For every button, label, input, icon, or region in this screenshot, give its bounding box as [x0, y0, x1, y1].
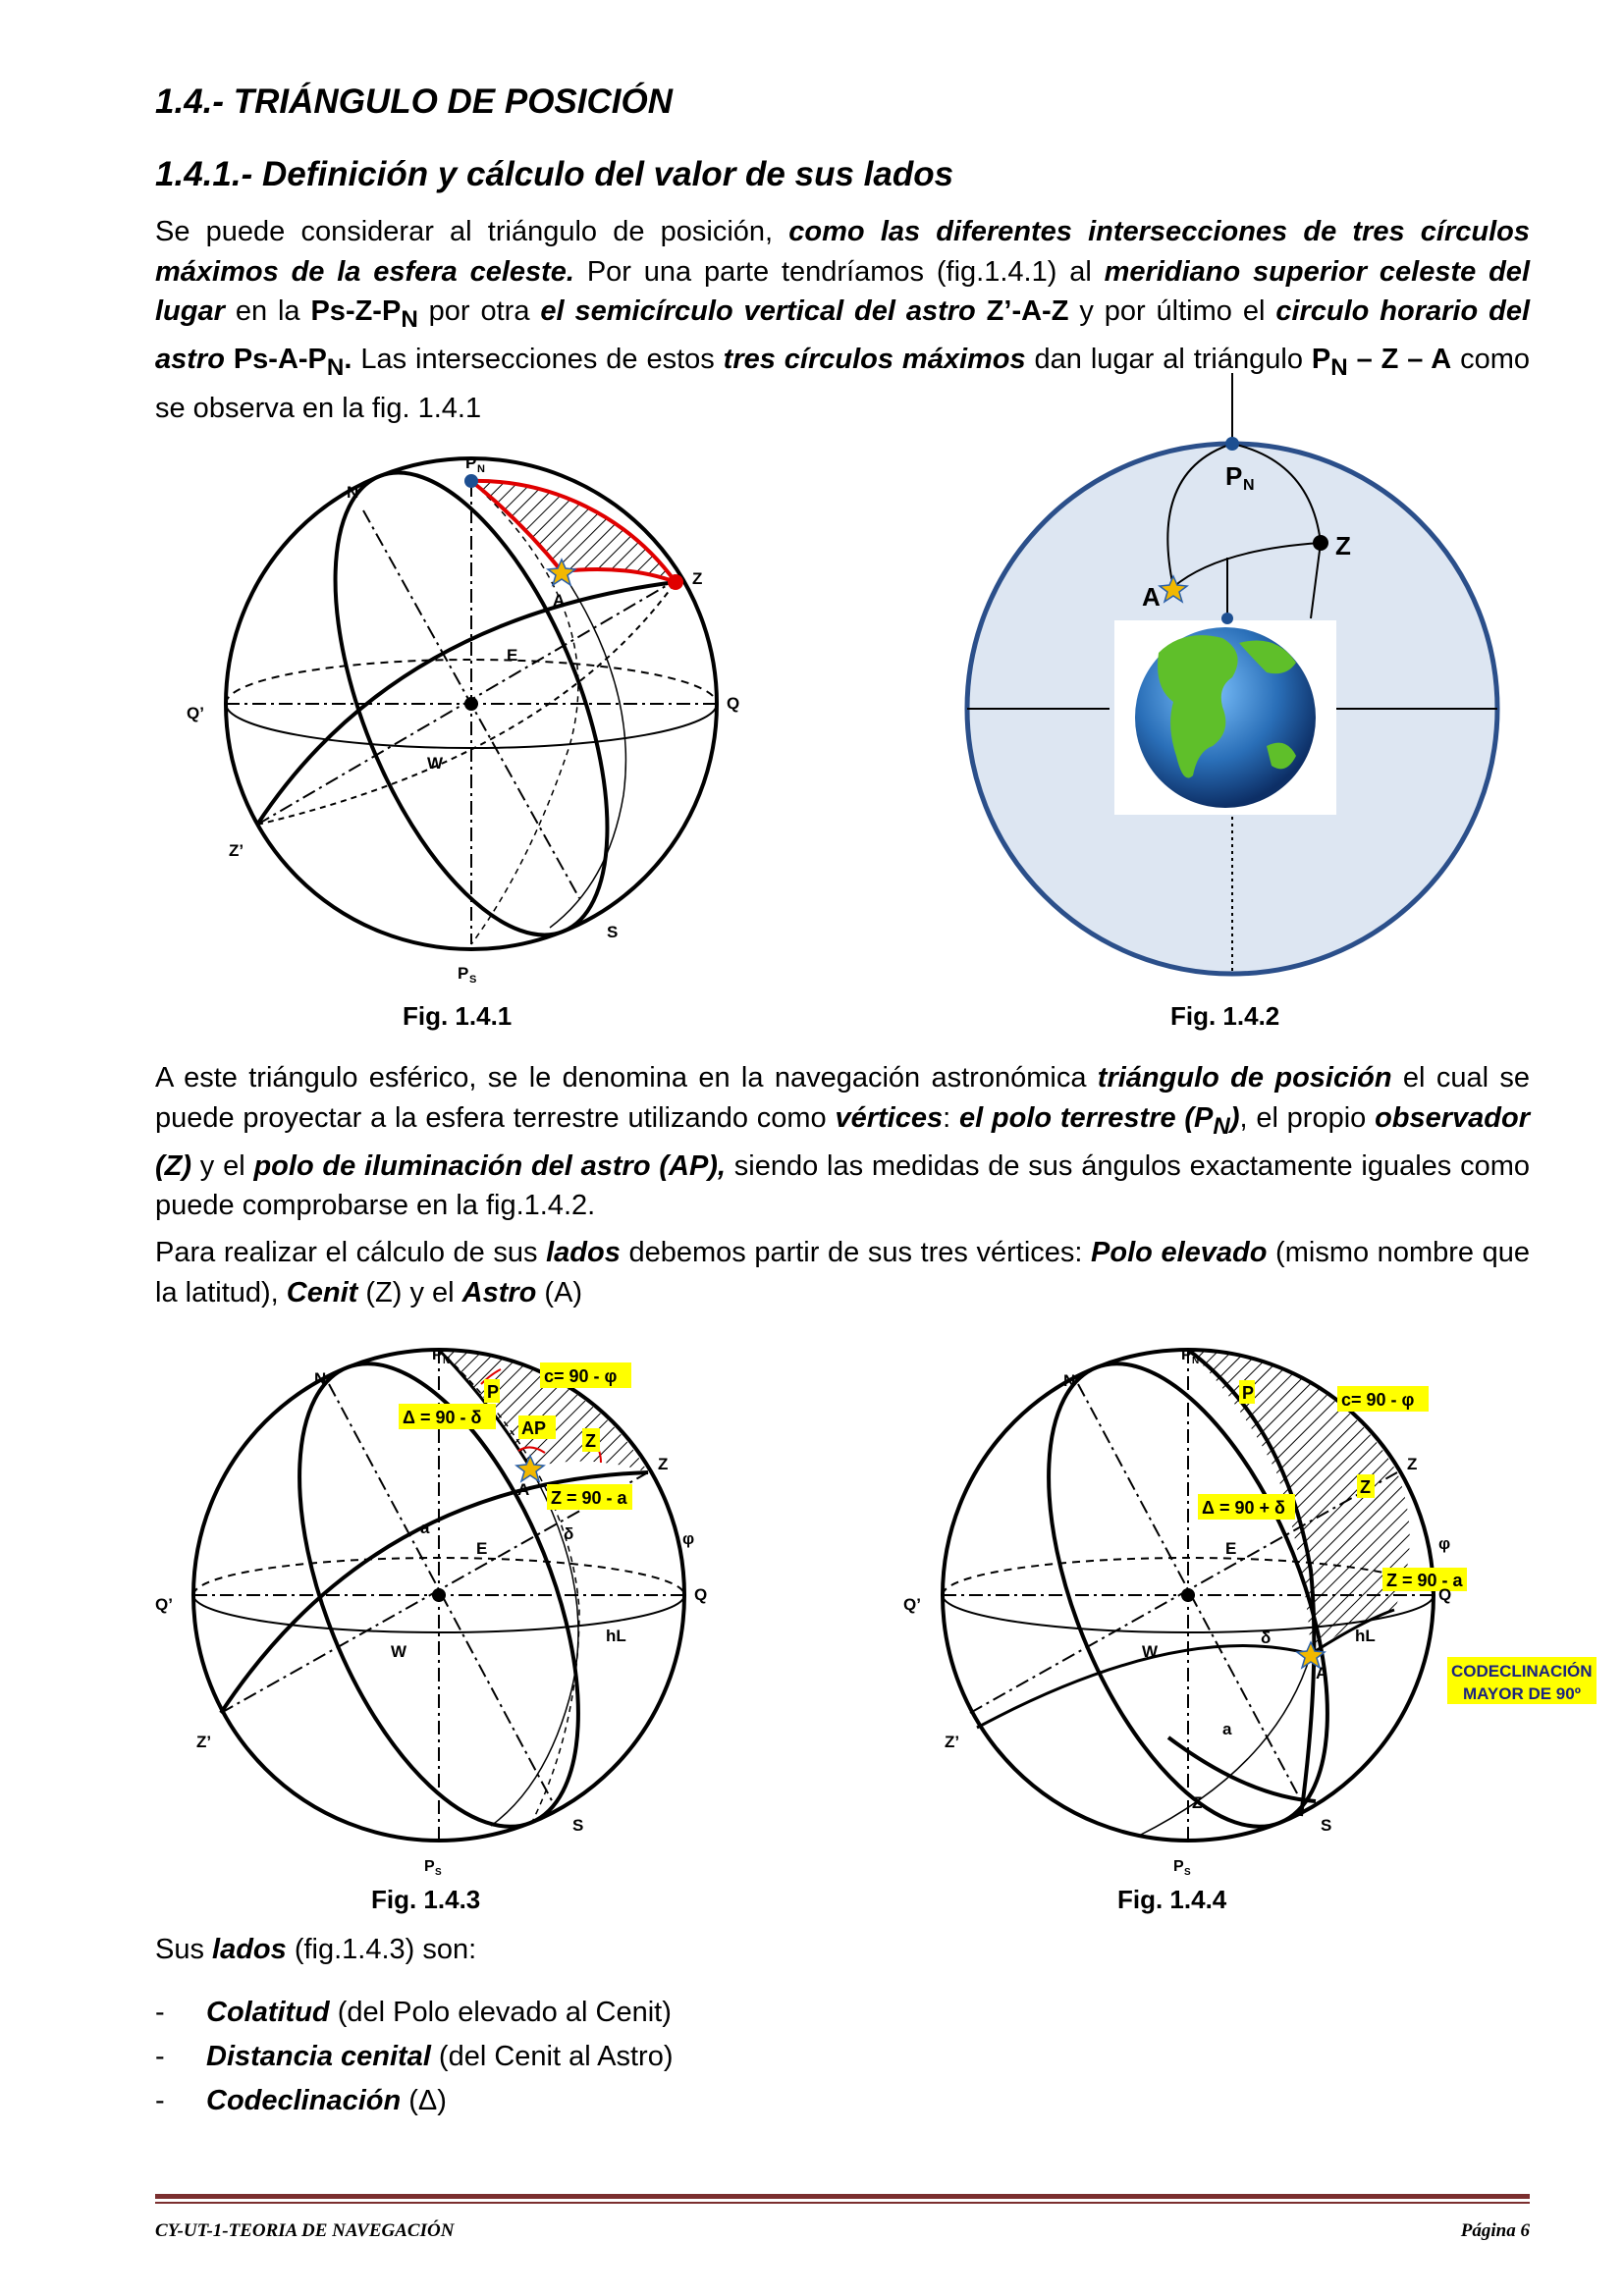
label-a: A [517, 1480, 530, 1499]
label-s: S [1321, 1816, 1332, 1835]
label-angle-p: P [1242, 1383, 1255, 1403]
subsection-heading: 1.4.1.- Definición y cálculo del valor de sus lados [155, 155, 954, 193]
svg-text:S: S [435, 1867, 442, 1878]
label-latitude: φ [682, 1529, 695, 1548]
label-declination: δ [564, 1524, 574, 1543]
label-e: E [1225, 1539, 1237, 1558]
label-altitude: a [420, 1519, 430, 1537]
label-pn: P [465, 454, 477, 472]
list-item: - Distancia cenital (del Cenit al Astro) [155, 2041, 674, 2072]
caption-fig-1-4-4: Fig. 1.4.4 [1117, 1885, 1227, 1914]
svg-text:N: N [1192, 1356, 1200, 1366]
label-codeclination: Δ = 90 - δ [403, 1408, 482, 1427]
label-q-prime: Q’ [903, 1595, 921, 1614]
label-q: Q [727, 694, 740, 713]
caption-fig-1-4-1: Fig. 1.4.1 [403, 1001, 513, 1031]
label-colatitude: c= 90 - φ [1341, 1390, 1415, 1410]
label-altitude: a [1222, 1720, 1232, 1738]
footer-rule [155, 2194, 1530, 2199]
paragraph-2: A este triángulo esférico, se le denomina en la navegación astronómica triángulo de posición el cual se puede proyectar a la esfera terrestre utilizando como vértices: el polo terrestre $(P_N)$, el propio observador (Z) y el polo de iluminación del astro (AP), siendo las medidas de sus ángulos exactamente iguales como puede comprobarse en la fig.1.4.2. [155, 1062, 1531, 1222]
label-codeclination: Δ = 90 + δ [1202, 1498, 1285, 1518]
footer-rule-thin [155, 2202, 1530, 2204]
svg-text:N: N [477, 463, 485, 475]
svg-text:N: N [443, 1356, 451, 1366]
svg-text:S: S [1184, 1867, 1191, 1878]
label-z: Z [692, 569, 703, 588]
label-q: Q [1438, 1585, 1452, 1604]
label-colatitude: c= 90 - φ [544, 1366, 618, 1386]
label-z-lower: Z [1192, 1793, 1203, 1812]
label-z-prime: Z’ [945, 1733, 960, 1751]
svg-text:S: S [469, 974, 477, 986]
label-ps: P [1173, 1858, 1184, 1875]
label-e: E [507, 646, 518, 665]
label-a: A [1142, 582, 1161, 612]
label-w: W [427, 754, 444, 773]
label-pn: P [1181, 1347, 1192, 1363]
label-s: S [607, 923, 619, 941]
label-pn: P [1225, 461, 1243, 491]
label-ps: P [458, 964, 469, 983]
label-s: S [572, 1816, 584, 1835]
label-angle-z: Z [585, 1431, 596, 1451]
label-z: Z [1335, 531, 1351, 561]
label-z: Z [1407, 1455, 1418, 1473]
svg-text:N: N [1243, 477, 1255, 494]
label-declination: δ [1261, 1629, 1272, 1647]
label-zenith-distance: Z = 90 - a [551, 1488, 627, 1508]
label-q-prime: Q’ [155, 1595, 173, 1614]
label-ap: AP [521, 1418, 547, 1438]
list-item: - Codeclinación (Δ) [155, 2085, 447, 2116]
label-hour-angle: hL [606, 1627, 626, 1645]
label-hour-angle: hL [1355, 1627, 1376, 1645]
label-n: N [314, 1369, 327, 1388]
label-n: N [1063, 1371, 1076, 1390]
label-pn: P [432, 1347, 443, 1363]
label-w: W [1142, 1642, 1159, 1661]
paragraph-4: Sus lados (fig.1.4.3) son: [155, 1934, 477, 1965]
caption-fig-1-4-3: Fig. 1.4.3 [371, 1885, 481, 1914]
label-q-prime: Q’ [187, 704, 204, 722]
label-ps: P [424, 1858, 435, 1875]
label-a: A [553, 591, 566, 610]
label-z-prime: Z’ [229, 841, 244, 860]
label-q: Q [694, 1585, 708, 1604]
label-z-prime: Z’ [196, 1733, 212, 1751]
label-zenith-distance: Z = 90 - a [1386, 1571, 1463, 1590]
label-latitude: φ [1438, 1534, 1451, 1553]
label-a: A [1316, 1664, 1328, 1682]
label-angle-p: P [487, 1382, 500, 1402]
page-number: Página 6 [1460, 2220, 1530, 2241]
list-item: - Colatitud (del Polo elevado al Cenit) [155, 1997, 672, 2028]
section-heading: 1.4.- TRIÁNGULO DE POSICIÓN [155, 82, 673, 121]
label-n: N [347, 483, 359, 502]
label-e: E [476, 1539, 488, 1558]
label-w: W [391, 1642, 407, 1661]
paragraph-1: Se puede considerar al triángulo de posición, como las diferentes intersecciones de tres círculos máximos de la esfera celeste. Por una parte tendríamos (fig.1.4.1) al meridiano superior celeste del lugar en la $Ps-Z-P_N$ por otra el semicírculo vertical del astro Z’-A-Z y por último el circulo horario del astro $Ps-A-P_N$. Las intersecciones de estos tres círculos máximos dan lugar al triángulo $P_N$ – Z – A como se observa en la fig. 1.4.1 [155, 216, 1531, 424]
label-codeclination-note-2: MAYOR DE 90º [1463, 1684, 1581, 1703]
caption-fig-1-4-2: Fig. 1.4.2 [1170, 1001, 1280, 1031]
paragraph-3: Para realizar el cálculo de sus lados debemos partir de sus tres vértices: Polo elevado (mismo nombre que la latitud), Cenit (Z) y el Astro (A) [155, 1237, 1530, 1308]
label-codeclination-note-1: CODECLINACIÓN [1451, 1662, 1593, 1681]
label-z: Z [658, 1455, 669, 1473]
label-angle-z: Z [1360, 1477, 1371, 1497]
footer-title: CY-UT-1-TEORIA DE NAVEGACIÓN [155, 2220, 455, 2241]
